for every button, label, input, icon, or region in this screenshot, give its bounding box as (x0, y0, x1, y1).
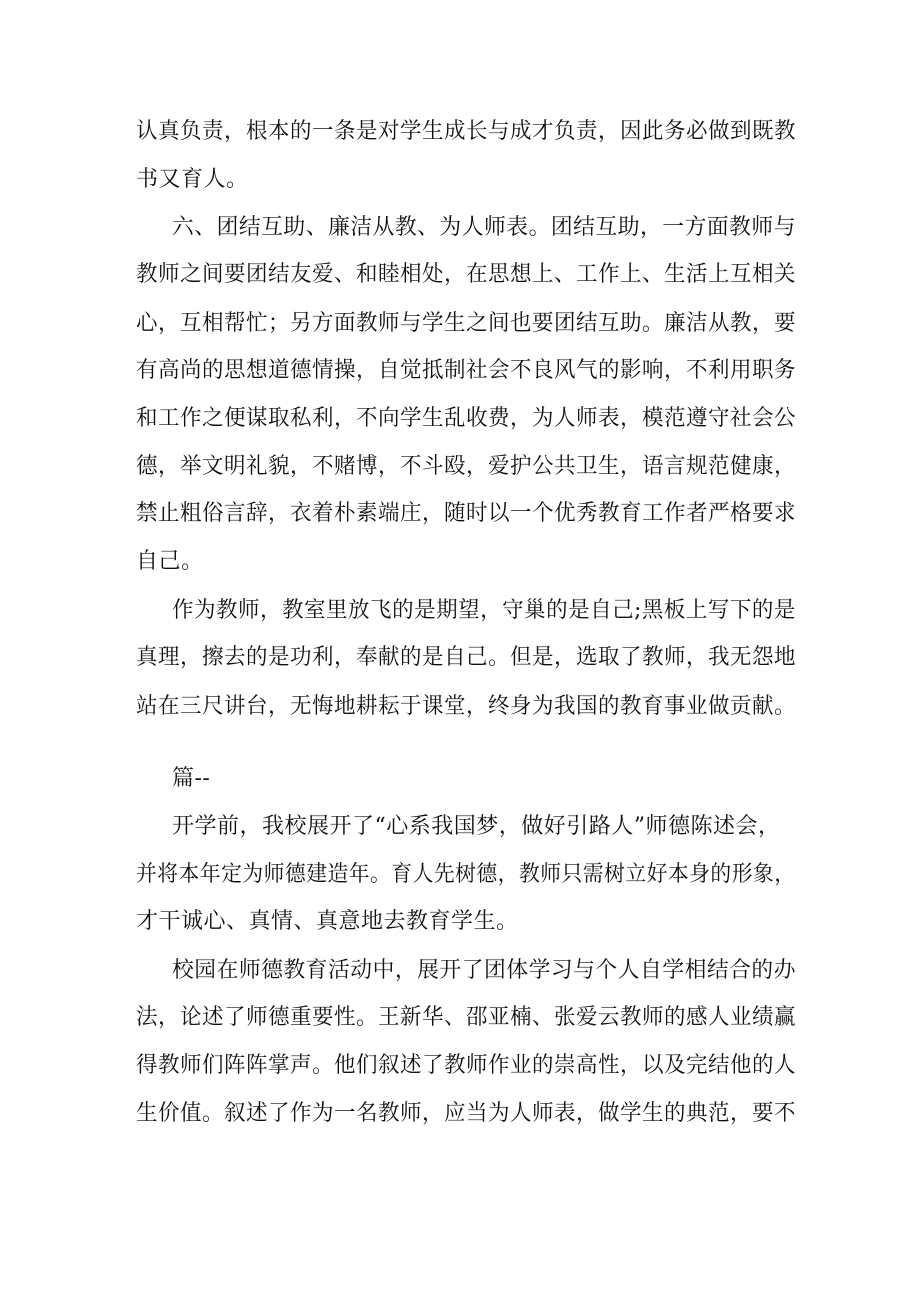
text-line: 校园在师德教育活动中，展开了团体学习与个人自学相结合的办 (172, 958, 797, 983)
text-line: 有高尚的思想道德情操，自觉抵制社会不良风气的影响，不利用职务 (136, 358, 797, 383)
text-line: 书又育人。 (136, 167, 249, 192)
text-line: 才干诚心、真情、真意地去教育学生。 (136, 909, 519, 934)
text-line: 认真负责，根本的一条是对学生成长与成才负责，因此务必做到既教 (136, 119, 797, 144)
text-line: 心，互相帮忙；另方面教师与学生之间也要团结互助。廉洁从教，要 (136, 311, 797, 336)
text-line: 自己。 (136, 549, 204, 574)
text-line: 六、团结互助、廉洁从教、为人师表。团结互助，一方面教师与 (172, 215, 797, 240)
text-line: 开学前，我校展开了“心系我国梦，做好引路人”师德陈述会， (172, 814, 781, 839)
text-line: 禁止粗俗言辞，衣着朴素端庄，随时以一个优秀教育工作者严格要求 (136, 501, 797, 526)
text-line: 得教师们阵阵掌声。他们叙述了教师作业的崇高性，以及完结他的人 (136, 1053, 797, 1078)
text-line: 真理，擦去的是功利，奉献的是自己。但是，选取了教师，我无怨地 (136, 645, 797, 670)
text-line: 法，论述了师德重要性。王新华、邵亚楠、张爱云教师的感人业绩赢 (136, 1005, 797, 1030)
text-line: 生价值。叙述了作为一名教师，应当为人师表，做学生的典范，要不 (136, 1101, 797, 1126)
text-line: 并将本年定为师德建造年。育人先树德，教师只需树立好本身的形象， (136, 862, 796, 887)
text-line: 站在三尺讲台，无悔地耕耘于课堂，终身为我国的教育事业做贡献。 (136, 694, 797, 719)
text-line: 和工作之便谋取私利，不向学生乱收费，为人师表，模范遵守社会公 (136, 406, 797, 431)
text-line: 德，举文明礼貌，不赌博，不斗殴，爱护公共卫生，语言规范健康， (136, 454, 797, 479)
text-line: 作为教师，教室里放飞的是期望，守巢的是自己;黑板上写下的是 (172, 598, 796, 623)
section-heading: 篇-- (172, 766, 211, 791)
text-line: 教师之间要团结友爱、和睦相处，在思想上、工作上、生活上互相关 (136, 262, 797, 287)
